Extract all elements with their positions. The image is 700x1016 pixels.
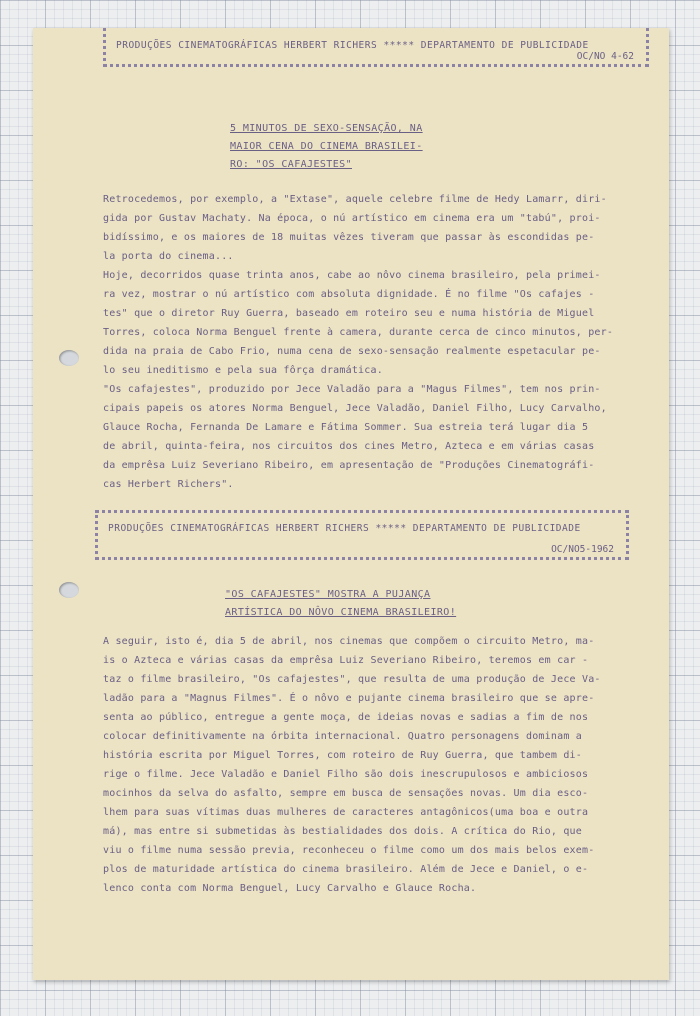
header-2-ref: OC/NO5-1962: [551, 544, 614, 555]
article-1-title-line: MAIOR CENA DO CINEMA BRASILEI-: [230, 141, 423, 152]
article-2-line: ladão para a "Magnus Filmes". É o nôvo e pujante cinema brasileiro que se apre-: [103, 693, 595, 704]
article-1-line: bidíssimo, e os maiores de 18 muitas vêzes tiveram que passar às escondidas pe-: [103, 232, 595, 243]
article-2-title: [225, 586, 456, 622]
article-2-line: lenco conta com Norma Benguel, Lucy Carvalho e Glauce Rocha.: [103, 883, 477, 894]
article-1-line: Glauce Rocha, Fernanda De Lamare e Fátima Sommer. Sua estreia terá lugar dia 5: [103, 422, 589, 433]
article-2-line: senta ao público, entregue a gente moça, de ideias novas e sadias a fim de nos: [103, 712, 589, 723]
article-2-line: colocar definitivamente na órbita internacional. Quatro personagens dominam a: [103, 731, 582, 742]
punch-hole-bottom: [59, 582, 79, 598]
article-2-line: má), mas entre si submetidas às bestialidades dos dois. A crítica do Rio, que: [103, 826, 582, 837]
article-1-line: ra vez, mostrar o nú artístico com absoluta dignidade. É no filme "Os cafajes -: [103, 289, 595, 300]
article-2-line: taz o filme brasileiro, "Os cafajestes", que resulta de uma produção de Jece Va-: [103, 674, 601, 685]
punch-hole-top: [59, 350, 79, 366]
article-1-line: tes" que o diretor Ruy Guerra, baseado em roteiro seu e numa história de Miguel: [103, 308, 595, 319]
header-1-ref: OC/NO 4-62: [576, 51, 634, 62]
article-1-body: [103, 190, 643, 494]
article-1-line: da emprêsa Luiz Severiano Ribeiro, em apresentação de "Produções Cinematográfi-: [103, 460, 595, 471]
header-box-1: [103, 28, 649, 67]
article-1-title-line: RO: "OS CAFAJESTES": [230, 159, 352, 170]
header-box-2: [95, 510, 629, 560]
article-2-line: lhem para suas vítimas duas mulheres de caracteres antagônicos(uma boa e outra: [103, 807, 589, 818]
header-2-line: PRODUÇÕES CINEMATOGRÁFICAS HERBERT RICHERS ***** DEPARTAMENTO DE PUBLICIDADE: [108, 523, 581, 534]
article-1-line: cipais papeis os atores Norma Benguel, Jece Valadão, Daniel Filho, Lucy Carvalho,: [103, 403, 607, 414]
article-1-line: la porta do cinema...: [103, 251, 234, 262]
article-1-line: gida por Gustav Machaty. Na época, o nú artístico em cinema era um "tabú", proi-: [103, 213, 601, 224]
article-2-line: A seguir, isto é, dia 5 de abril, nos cinemas que compõem o circuito Metro, ma-: [103, 636, 595, 647]
article-2-title-line: "OS CAFAJESTES" MOSTRA A PUJANÇA: [225, 589, 431, 600]
article-1-title: [230, 120, 423, 174]
article-2-line: is o Azteca e várias casas da emprêsa Luiz Severiano Ribeiro, teremos em car -: [103, 655, 589, 666]
article-2-line: rige o filme. Jece Valadão e Daniel Filho são dois inescrupulosos e ambiciosos: [103, 769, 589, 780]
article-1-line: "Os cafajestes", produzido por Jece Valadão para a "Magus Filmes", tem nos prin-: [103, 384, 601, 395]
article-1-line: cas Herbert Richers".: [103, 479, 234, 490]
article-2-body: [103, 632, 643, 898]
article-1-line: dida na praia de Cabo Frio, numa cena de sexo-sensação realmente espetacular pe-: [103, 346, 601, 357]
article-2-title-line: ARTÍSTICA DO NÔVO CINEMA BRASILEIRO!: [225, 607, 457, 618]
article-2-line: mocinhos da selva do asfalto, sempre em busca de sensações novas. Um dia esco-: [103, 788, 589, 799]
article-1-line: Hoje, decorridos quase trinta anos, cabe ao nôvo cinema brasileiro, pela primei-: [103, 270, 601, 281]
article-1-line: Torres, coloca Norma Benguel frente à camera, durante cerca de cinco minutos, per-: [103, 327, 614, 338]
article-1-title-line: 5 MINUTOS DE SEXO-SENSAÇÃO, NA: [230, 123, 423, 134]
article-1-line: Retrocedemos, por exemplo, a "Extase", aquele celebre filme de Hedy Lamarr, diri-: [103, 194, 607, 205]
document-sheet: [33, 28, 669, 980]
header-1-line: PRODUÇÕES CINEMATOGRÁFICAS HERBERT RICHERS ***** DEPARTAMENTO DE PUBLICIDADE: [116, 40, 589, 51]
article-1-line: de abril, quinta-feira, nos circuitos dos cines Metro, Azteca e em várias casas: [103, 441, 595, 452]
article-1-line: lo seu ineditismo e pela sua fôrça dramática.: [103, 365, 383, 376]
article-2-line: história escrita por Miguel Torres, com roteiro de Ruy Guerra, que tambem di-: [103, 750, 582, 761]
article-2-line: plos de maturidade artística do cinema brasileiro. Além de Jece e Daniel, o e-: [103, 864, 589, 875]
article-2-line: viu o filme numa sessão previa, reconheceu o filme como um dos mais belos exem-: [103, 845, 595, 856]
